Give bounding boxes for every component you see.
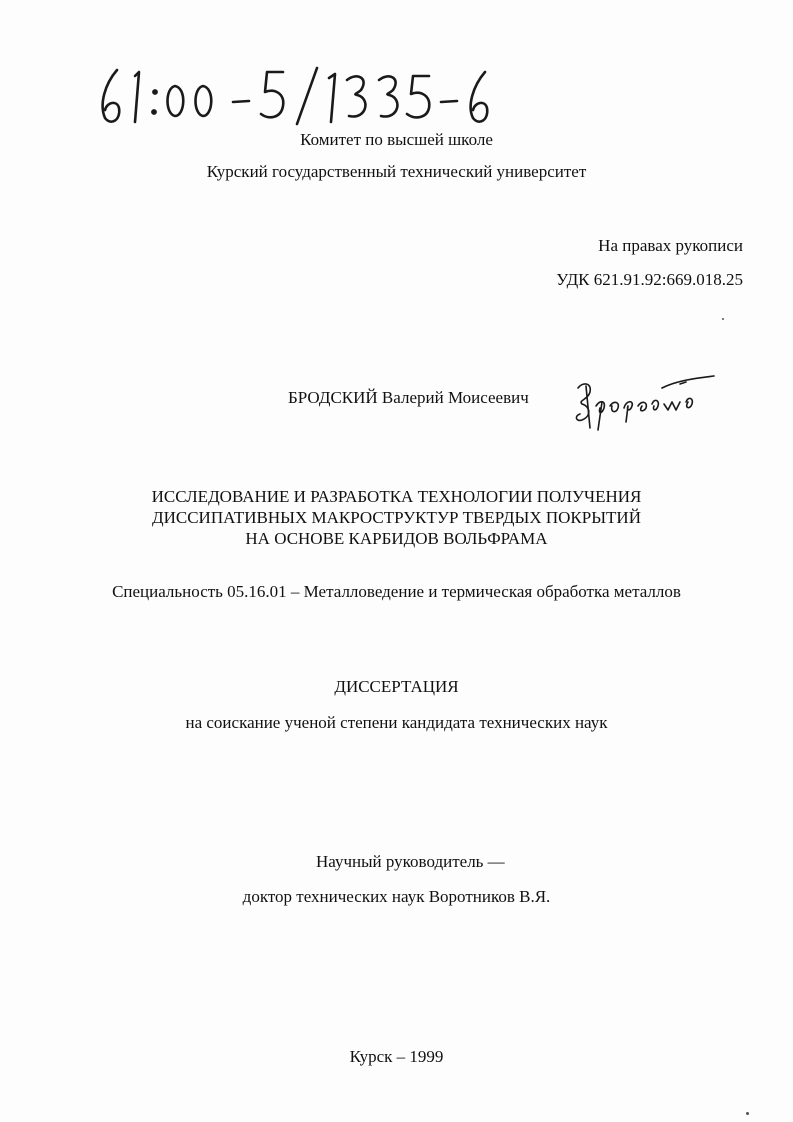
specialty-line: Специальность 05.16.01 – Металловедение и термическая обработка металлов <box>112 582 681 601</box>
place-year: Курск – 1999 <box>349 1047 444 1066</box>
author-signature <box>568 372 718 432</box>
udc-code: УДК 621.91.92:669.018.25 <box>556 270 743 289</box>
university-line: Курский государственный технический университет <box>206 162 587 181</box>
scan-speck <box>722 318 724 320</box>
title-line-2: ДИССИПАТИВНЫХ МАКРОСТРУКТУР ТВЕРДЫХ ПОКРЫТИЙ <box>152 508 641 527</box>
dissertation-title <box>0 486 793 549</box>
supervisor-label: Научный руководитель — <box>316 852 505 871</box>
title-line-1: ИССЛЕДОВАНИЕ И РАЗРАБОТКА ТЕХНОЛОГИИ ПОЛУЧЕНИЯ <box>151 487 642 506</box>
rights-note: На правах рукописи <box>598 236 743 255</box>
supervisor-name: доктор технических наук Воротников В.Я. <box>242 887 551 906</box>
title-line-3: НА ОСНОВЕ КАРБИДОВ ВОЛЬФРАМА <box>245 529 548 548</box>
committee-line: Комитет по высшей школе <box>300 130 493 149</box>
degree-line: на соискание ученой степени кандидата технических наук <box>185 713 608 732</box>
author-name: БРОДСКИЙ Валерий Моисеевич <box>288 388 529 407</box>
handwritten-archive-number <box>95 62 495 132</box>
scan-speck <box>746 1112 749 1115</box>
document-type: ДИССЕРТАЦИЯ <box>334 677 459 696</box>
